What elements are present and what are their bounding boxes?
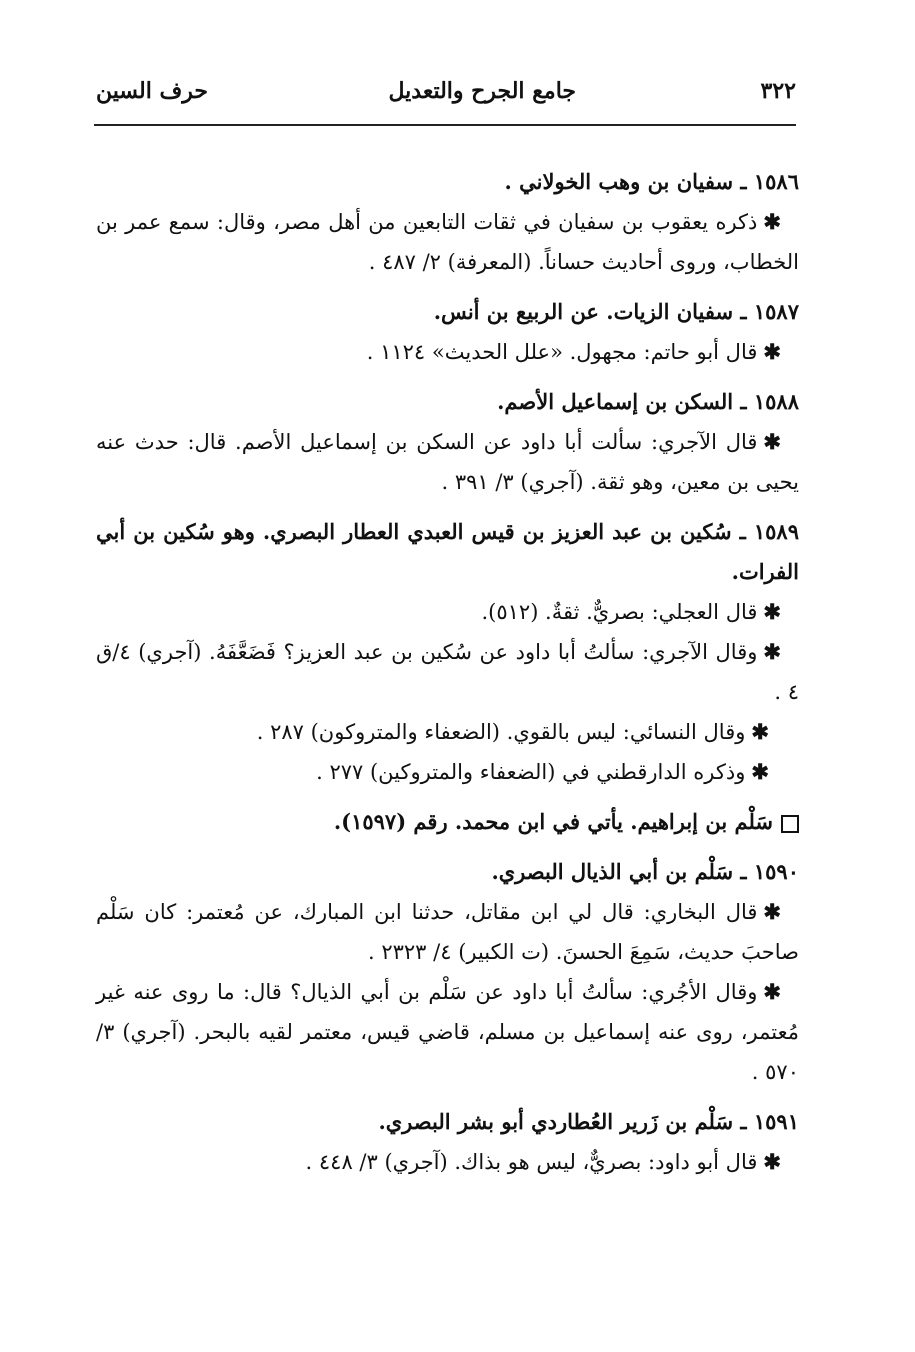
- entry-heading: ١٥٨٧ ـ سفيان الزيات. عن الربيع بن أنس.: [433, 299, 799, 324]
- entry-paragraph: ✱وقال الآجري: سألتُ أبا داود عن سُكين بن عبد العزيز؟ فَضَعَّفَهُ. (آجري) ٤/ق ٤ .: [96, 639, 799, 704]
- page-number: ٣٢٢: [760, 78, 796, 104]
- entry-paragraph: ✱وذكره الدارقطني في (الضعفاء والمتروكين) ٢٧٧ .: [316, 759, 769, 784]
- entry-1591: [96, 1102, 799, 1182]
- entry-paragraph: ✱قال الآجري: سألت أبا داود عن السكن بن إسماعيل الأصم. قال: حدث عنه يحيى بن معين، وهو ثقة. (آجري) ٣/ ٣٩١ .: [96, 429, 799, 494]
- entry-paragraph: ✱قال أبو داود: بصريٌّ، ليس هو بذاك. (آجري) ٣/ ٤٤٨ .: [305, 1149, 781, 1174]
- asterisk-icon: ✱: [763, 639, 781, 664]
- entry-paragraph: ✱وقال الأجُري: سألتُ أبا داود عن سَلْم بن أبي الذيال؟ قال: ما روى عنه غير مُعتمر، روى عنه إسماعيل بن مسلم، قاضي قيس، معتمر لقيه بالبحر. (آجري) ٣/ ٥٧٠ .: [96, 979, 799, 1084]
- page-header: [96, 78, 796, 118]
- entry-heading: ١٥٩٠ ـ سَلْم بن أبي الذيال البصري.: [491, 859, 799, 884]
- asterisk-icon: ✱: [751, 719, 769, 744]
- square-box-icon: [781, 815, 799, 833]
- asterisk-icon: ✱: [751, 759, 769, 784]
- entry-paragraph: ✱قال البخاري: قال لي ابن مقاتل، حدثنا ابن المبارك، عن مُعتمر: كان سَلْم صاحبَ حديث، سَمِعَ الحسنَ. (ت الكبير) ٤/ ٢٣٢٣ .: [96, 899, 799, 964]
- entry-paragraph: ✱قال أبو حاتم: مجهول. «علل الحديث» ١١٢٤ .: [366, 339, 781, 364]
- entry-heading: ١٥٩١ ـ سَلْم بن زَرير العُطاردي أبو بشر البصري.: [378, 1109, 799, 1134]
- entry-paragraph: ✱وقال النسائي: ليس بالقوي. (الضعفاء والمتروكون) ٢٨٧ .: [256, 719, 769, 744]
- entry-heading: ١٥٨٨ ـ السكن بن إسماعيل الأصم.: [497, 389, 799, 414]
- entry-heading: ١٥٨٩ ـ سُكين بن عبد العزيز بن قيس العبدي العطار البصري. وهو سُكين بن أبي الفرات.: [96, 519, 799, 584]
- cross-reference: سَلْم بن إبراهيم. يأتي في ابن محمد. رقم (١٥٩٧).: [96, 802, 799, 842]
- asterisk-icon: ✱: [763, 209, 781, 234]
- entry-1586: [96, 162, 799, 282]
- asterisk-icon: ✱: [763, 429, 781, 454]
- entry-1590: [96, 852, 799, 1092]
- entry-paragraph: ✱ذكره يعقوب بن سفيان في ثقات التابعين من أهل مصر، وقال: سمع عمر بن الخطاب، وروى أحاديث حساناً. (المعرفة) ٢/ ٤٨٧ .: [96, 209, 799, 274]
- entry-1589: [96, 512, 799, 792]
- entry-heading: ١٥٨٦ ـ سفيان بن وهب الخولاني .: [504, 169, 799, 194]
- entry-paragraph: ✱قال العجلي: بصريٌّ. ثقةٌ. (٥١٢).: [481, 599, 781, 624]
- header-divider: [94, 124, 796, 126]
- asterisk-icon: ✱: [763, 899, 781, 924]
- asterisk-icon: ✱: [763, 1149, 781, 1174]
- asterisk-icon: ✱: [763, 979, 781, 1004]
- page-body: [96, 162, 799, 1192]
- section-title: حرف السين: [96, 78, 209, 104]
- entry-1588: [96, 382, 799, 502]
- book-title: جامع الجرح والتعديل: [388, 78, 576, 104]
- asterisk-icon: ✱: [763, 599, 781, 624]
- asterisk-icon: ✱: [763, 339, 781, 364]
- entry-1587: [96, 292, 799, 372]
